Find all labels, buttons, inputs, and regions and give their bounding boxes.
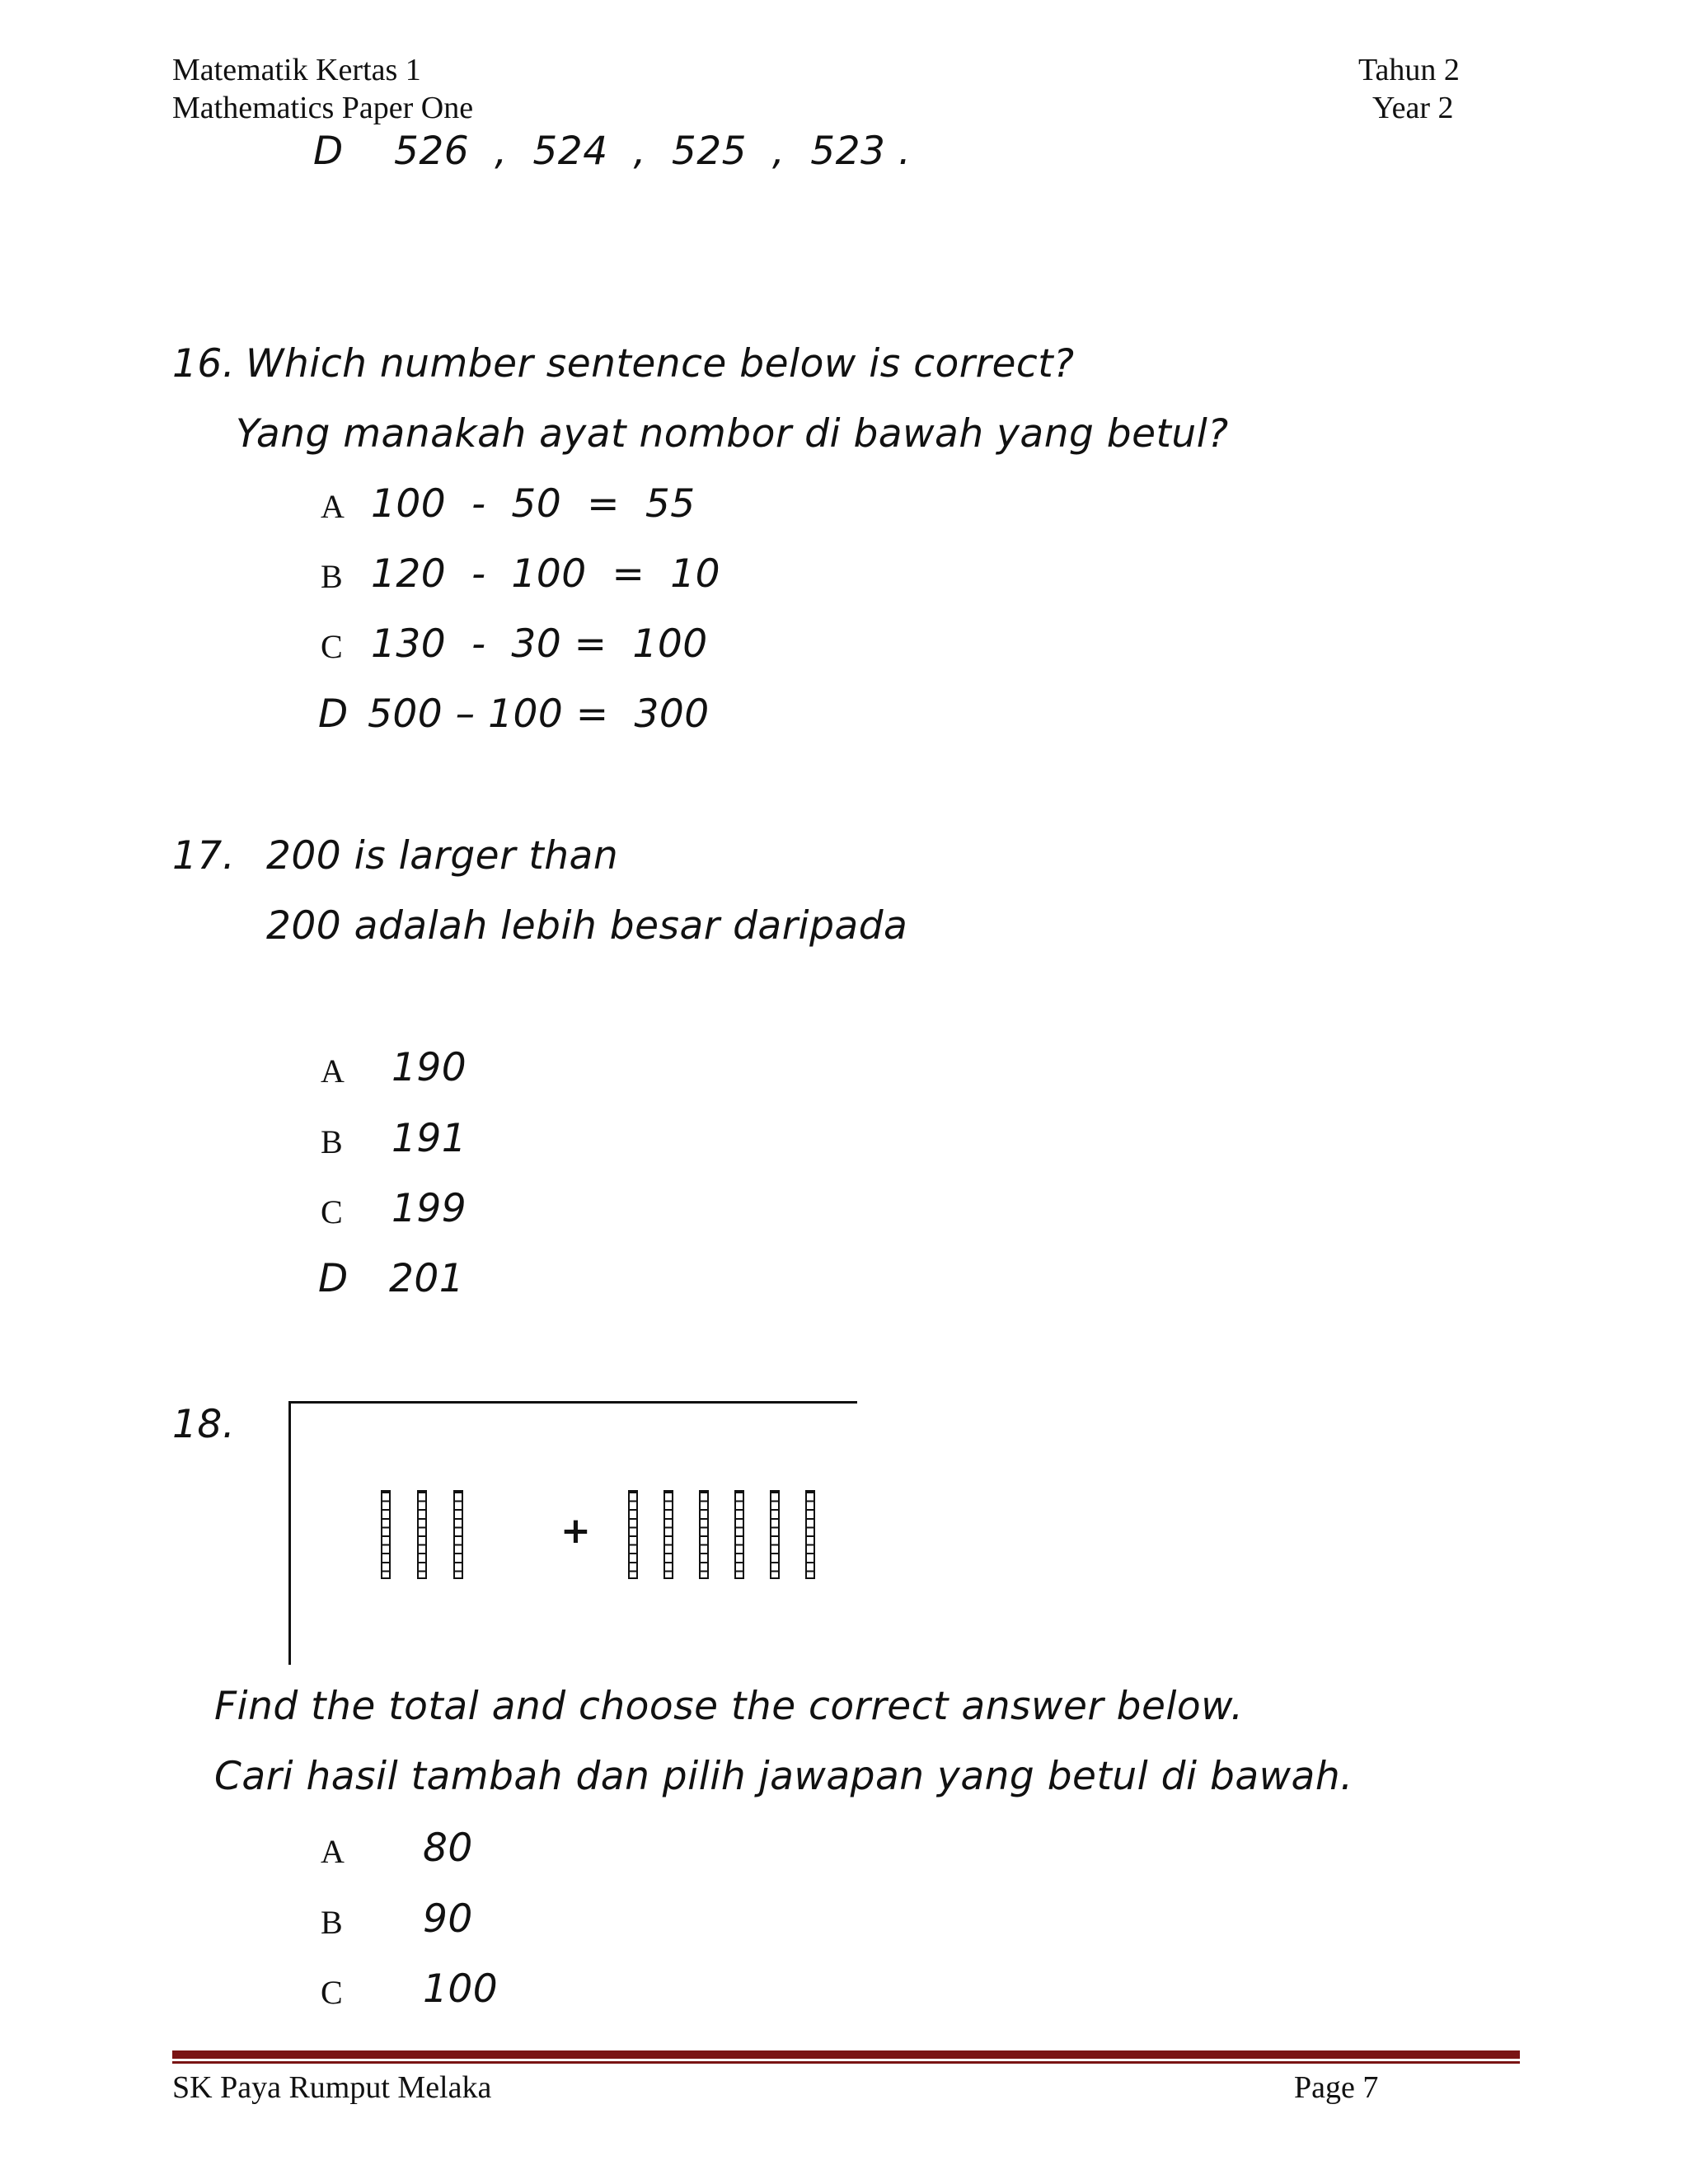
q17-option-d-text: 201 — [389, 1256, 465, 1301]
ten-rod-right — [734, 1490, 744, 1579]
ten-rod-right — [663, 1490, 673, 1579]
ten-rod-left — [417, 1490, 427, 1579]
q17-option-a-text: 190 — [392, 1045, 467, 1090]
q16-option-a-letter: A — [321, 488, 345, 525]
q17-question-en: 200 is larger than — [266, 833, 619, 879]
q17-number: 17. — [172, 833, 236, 879]
q16-option-d-letter: D — [318, 691, 349, 737]
q16-question-ms: Yang manakah ayat nombor di bawah yang betul? — [236, 411, 1229, 457]
q18-option-c-text: 100 — [423, 1966, 499, 2012]
q18-figure-top-border — [288, 1401, 857, 1404]
q18-option-b-letter: B — [321, 1904, 343, 1941]
header-year-ms: Tahun 2 — [1358, 53, 1460, 87]
q16-number: 16. — [172, 341, 236, 387]
footer-rule-thin — [172, 2061, 1520, 2064]
q18-option-b-text: 90 — [423, 1896, 473, 1942]
q18-figure-left-border — [288, 1401, 291, 1665]
q18-option-a-letter: A — [321, 1833, 345, 1870]
q18-question-ms: Cari hasil tambah dan pilih jawapan yang betul di bawah. — [214, 1754, 1353, 1799]
header-subject-en: Mathematics Paper One — [172, 91, 474, 125]
q16-option-b-letter: B — [321, 558, 343, 595]
q18-option-a-text: 80 — [423, 1825, 473, 1871]
footer-rule — [172, 2050, 1520, 2059]
q16-option-b-text: 120 - 100 = 10 — [371, 551, 721, 597]
ten-rod-right — [628, 1490, 638, 1579]
q17-question-ms: 200 adalah lebih besar daripada — [266, 903, 908, 949]
q17-option-a-letter: A — [321, 1052, 345, 1090]
ten-rod-right — [805, 1490, 815, 1579]
q18-plus-sign: + — [560, 1510, 591, 1552]
q18-option-c-letter: C — [321, 1974, 343, 2011]
footer-page-number: Page 7 — [1294, 2070, 1379, 2105]
q17-option-d-letter: D — [318, 1256, 349, 1301]
header-subject-ms: Matematik Kertas 1 — [172, 53, 421, 87]
carryover-option-letter: D — [313, 129, 344, 174]
ten-rod-left — [381, 1490, 391, 1579]
q18-number: 18. — [172, 1402, 236, 1447]
carryover-option-text: 526 , 524 , 525 , 523 . — [394, 129, 912, 174]
q16-question-en: Which number sentence below is correct? — [246, 341, 1075, 387]
footer-school-name: SK Paya Rumput Melaka — [172, 2070, 492, 2105]
q17-option-b-text: 191 — [392, 1116, 467, 1161]
header-year-en: Year 2 — [1372, 91, 1454, 125]
q18-question-en: Find the total and choose the correct answer below. — [214, 1684, 1244, 1729]
q16-option-c-letter: C — [321, 628, 343, 665]
q17-option-c-text: 199 — [392, 1186, 467, 1231]
q16-option-d-text: 500 – 100 = 300 — [368, 691, 710, 737]
q16-option-c-text: 130 - 30 = 100 — [371, 621, 708, 667]
ten-rod-left — [453, 1490, 463, 1579]
q17-option-c-letter: C — [321, 1193, 343, 1230]
q16-option-a-text: 100 - 50 = 55 — [371, 481, 696, 527]
ten-rod-right — [770, 1490, 780, 1579]
q17-option-b-letter: B — [321, 1123, 343, 1160]
ten-rod-right — [699, 1490, 709, 1579]
